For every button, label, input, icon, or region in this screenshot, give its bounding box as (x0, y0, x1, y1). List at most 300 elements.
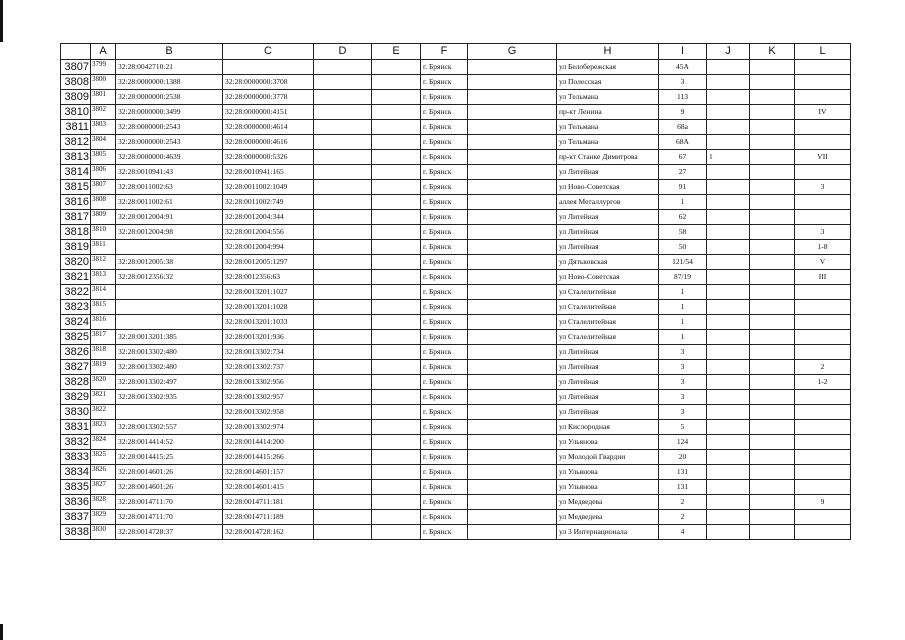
cell-b[interactable]: 32:28:0000000:4639 (116, 150, 223, 165)
cell-a[interactable]: 3800 (91, 75, 116, 90)
column-header-a[interactable]: A (91, 44, 116, 60)
row-number[interactable]: 3838 (61, 525, 91, 540)
cell-j[interactable] (707, 330, 750, 345)
cell-d[interactable] (314, 375, 372, 390)
cell-h[interactable]: ул Молодой Гвардии (557, 450, 659, 465)
cell-i[interactable]: 131 (659, 480, 707, 495)
cell-l[interactable] (795, 300, 851, 315)
cell-e[interactable] (372, 270, 421, 285)
cell-i[interactable]: 3 (659, 360, 707, 375)
cell-b[interactable]: 32:28:0013302:480 (116, 360, 223, 375)
column-header-k[interactable]: K (750, 44, 795, 60)
cell-g[interactable] (468, 330, 557, 345)
cell-h[interactable]: ул Литейная (557, 165, 659, 180)
cell-g[interactable] (468, 480, 557, 495)
cell-c[interactable]: 32:28:0013201:1028 (223, 300, 314, 315)
cell-a[interactable]: 3829 (91, 510, 116, 525)
cell-a[interactable]: 3825 (91, 450, 116, 465)
cell-l[interactable] (795, 330, 851, 345)
cell-c[interactable]: 32:28:0000000:4614 (223, 120, 314, 135)
cell-b[interactable]: 32:28:0014728:37 (116, 525, 223, 540)
cell-c[interactable]: 32:28:0010941:165 (223, 165, 314, 180)
cell-i[interactable]: 9 (659, 105, 707, 120)
cell-k[interactable] (750, 480, 795, 495)
cell-g[interactable] (468, 75, 557, 90)
cell-f[interactable]: г. Брянск (421, 255, 468, 270)
cell-c[interactable]: 32:28:0013302:957 (223, 390, 314, 405)
cell-l[interactable]: V (795, 255, 851, 270)
cell-d[interactable] (314, 315, 372, 330)
cell-d[interactable] (314, 345, 372, 360)
cell-i[interactable]: 121/54 (659, 255, 707, 270)
cell-l[interactable]: IV (795, 105, 851, 120)
cell-b[interactable]: 32:28:0014415:25 (116, 450, 223, 465)
cell-j[interactable] (707, 405, 750, 420)
cell-j[interactable] (707, 270, 750, 285)
row-number[interactable]: 3833 (61, 450, 91, 465)
cell-f[interactable]: г. Брянск (421, 105, 468, 120)
cell-a[interactable]: 3826 (91, 465, 116, 480)
cell-e[interactable] (372, 120, 421, 135)
cell-k[interactable] (750, 210, 795, 225)
cell-h[interactable]: ул Тельмана (557, 135, 659, 150)
row-number[interactable]: 3814 (61, 165, 91, 180)
cell-i[interactable]: 87/19 (659, 270, 707, 285)
cell-d[interactable] (314, 465, 372, 480)
cell-h[interactable]: ул Ульянова (557, 480, 659, 495)
cell-i[interactable]: 3 (659, 75, 707, 90)
cell-j[interactable] (707, 450, 750, 465)
cell-h[interactable]: ул Литейная (557, 390, 659, 405)
cell-b[interactable]: 32:28:0011002:63 (116, 180, 223, 195)
cell-g[interactable] (468, 240, 557, 255)
cell-c[interactable]: 32:28:0013302:737 (223, 360, 314, 375)
cell-l[interactable] (795, 135, 851, 150)
cell-c[interactable]: 32:28:0014601:157 (223, 465, 314, 480)
cell-h[interactable]: ул Литейная (557, 225, 659, 240)
cell-c[interactable]: 32:28:0000000:3708 (223, 75, 314, 90)
cell-f[interactable]: г. Брянск (421, 300, 468, 315)
cell-a[interactable]: 3815 (91, 300, 116, 315)
cell-d[interactable] (314, 165, 372, 180)
cell-f[interactable]: г. Брянск (421, 180, 468, 195)
cell-a[interactable]: 3802 (91, 105, 116, 120)
cell-g[interactable] (468, 390, 557, 405)
cell-d[interactable] (314, 435, 372, 450)
cell-l[interactable] (795, 210, 851, 225)
cell-e[interactable] (372, 105, 421, 120)
cell-j[interactable] (707, 75, 750, 90)
cell-c[interactable]: 32:28:0011002:1049 (223, 180, 314, 195)
cell-k[interactable] (750, 105, 795, 120)
cell-b[interactable]: 32:28:0000000:3499 (116, 105, 223, 120)
cell-c[interactable]: 32:28:0012356:63 (223, 270, 314, 285)
cell-c[interactable]: 32:28:0012004:556 (223, 225, 314, 240)
cell-a[interactable]: 3820 (91, 375, 116, 390)
column-header-j[interactable]: J (707, 44, 750, 60)
cell-g[interactable] (468, 180, 557, 195)
cell-h[interactable]: ул Тельмана (557, 120, 659, 135)
cell-h[interactable]: пр-кт Станке Димитрова (557, 150, 659, 165)
cell-k[interactable] (750, 345, 795, 360)
cell-d[interactable] (314, 60, 372, 75)
row-number[interactable]: 3812 (61, 135, 91, 150)
cell-i[interactable]: 1 (659, 195, 707, 210)
cell-a[interactable]: 3811 (91, 240, 116, 255)
cell-g[interactable] (468, 150, 557, 165)
cell-c[interactable]: 32:28:0012004:994 (223, 240, 314, 255)
cell-c[interactable]: 32:28:0012004:344 (223, 210, 314, 225)
cell-a[interactable]: 3812 (91, 255, 116, 270)
cell-j[interactable] (707, 180, 750, 195)
cell-a[interactable]: 3813 (91, 270, 116, 285)
cell-l[interactable] (795, 390, 851, 405)
cell-c[interactable]: 32:28:0000000:4151 (223, 105, 314, 120)
cell-f[interactable]: г. Брянск (421, 420, 468, 435)
cell-i[interactable]: 68А (659, 135, 707, 150)
row-number[interactable]: 3837 (61, 510, 91, 525)
cell-a[interactable]: 3799 (91, 60, 116, 75)
cell-a[interactable]: 3824 (91, 435, 116, 450)
cell-k[interactable] (750, 150, 795, 165)
column-header-e[interactable]: E (372, 44, 421, 60)
cell-f[interactable]: г. Брянск (421, 150, 468, 165)
cell-j[interactable] (707, 480, 750, 495)
cell-f[interactable]: г. Брянск (421, 165, 468, 180)
cell-k[interactable] (750, 165, 795, 180)
cell-j[interactable] (707, 465, 750, 480)
cell-c[interactable]: 32:28:0014711:181 (223, 495, 314, 510)
cell-e[interactable] (372, 150, 421, 165)
cell-g[interactable] (468, 405, 557, 420)
cell-f[interactable]: г. Брянск (421, 210, 468, 225)
cell-k[interactable] (750, 495, 795, 510)
cell-g[interactable] (468, 270, 557, 285)
cell-k[interactable] (750, 375, 795, 390)
cell-j[interactable] (707, 90, 750, 105)
cell-j[interactable] (707, 120, 750, 135)
cell-b[interactable]: 32:28:0013302:497 (116, 375, 223, 390)
cell-h[interactable]: ул Сталелитейная (557, 285, 659, 300)
cell-i[interactable]: 131 (659, 465, 707, 480)
cell-h[interactable]: ул Ново-Советская (557, 270, 659, 285)
cell-j[interactable]: 1 (707, 150, 750, 165)
row-number[interactable]: 3835 (61, 480, 91, 495)
cell-h[interactable]: пр-кт Ленина (557, 105, 659, 120)
cell-j[interactable] (707, 165, 750, 180)
cell-j[interactable] (707, 240, 750, 255)
cell-a[interactable]: 3828 (91, 495, 116, 510)
cell-i[interactable]: 3 (659, 345, 707, 360)
cell-d[interactable] (314, 330, 372, 345)
cell-i[interactable]: 50 (659, 240, 707, 255)
cell-i[interactable]: 45А (659, 60, 707, 75)
cell-i[interactable]: 1 (659, 285, 707, 300)
cell-b[interactable]: 32:28:0013302:935 (116, 390, 223, 405)
cell-b[interactable] (116, 405, 223, 420)
cell-l[interactable] (795, 60, 851, 75)
cell-c[interactable]: 32:28:0012005:1297 (223, 255, 314, 270)
cell-l[interactable]: 3 (795, 180, 851, 195)
cell-c[interactable]: 32:28:0000000:4616 (223, 135, 314, 150)
cell-j[interactable] (707, 225, 750, 240)
cell-j[interactable] (707, 60, 750, 75)
cell-j[interactable] (707, 345, 750, 360)
cell-a[interactable]: 3817 (91, 330, 116, 345)
cell-e[interactable] (372, 495, 421, 510)
cell-a[interactable]: 3823 (91, 420, 116, 435)
cell-a[interactable]: 3821 (91, 390, 116, 405)
cell-j[interactable] (707, 360, 750, 375)
cell-e[interactable] (372, 285, 421, 300)
cell-i[interactable]: 124 (659, 435, 707, 450)
cell-k[interactable] (750, 420, 795, 435)
cell-h[interactable]: ул Литейная (557, 375, 659, 390)
cell-a[interactable]: 3806 (91, 165, 116, 180)
cell-k[interactable] (750, 330, 795, 345)
column-header-d[interactable]: D (314, 44, 372, 60)
cell-j[interactable] (707, 210, 750, 225)
cell-d[interactable] (314, 270, 372, 285)
cell-e[interactable] (372, 210, 421, 225)
cell-e[interactable] (372, 345, 421, 360)
cell-g[interactable] (468, 165, 557, 180)
row-number[interactable]: 3829 (61, 390, 91, 405)
cell-e[interactable] (372, 330, 421, 345)
cell-c[interactable]: 32:28:0000000:3778 (223, 90, 314, 105)
cell-h[interactable]: ул Ульянова (557, 435, 659, 450)
cell-d[interactable] (314, 420, 372, 435)
cell-e[interactable] (372, 315, 421, 330)
cell-e[interactable] (372, 435, 421, 450)
cell-a[interactable]: 3818 (91, 345, 116, 360)
cell-i[interactable]: 2 (659, 495, 707, 510)
cell-g[interactable] (468, 225, 557, 240)
row-number[interactable]: 3813 (61, 150, 91, 165)
cell-i[interactable]: 3 (659, 390, 707, 405)
cell-e[interactable] (372, 135, 421, 150)
cell-f[interactable]: г. Брянск (421, 195, 468, 210)
cell-g[interactable] (468, 495, 557, 510)
cell-a[interactable]: 3830 (91, 525, 116, 540)
cell-f[interactable]: г. Брянск (421, 135, 468, 150)
cell-k[interactable] (750, 510, 795, 525)
row-number[interactable]: 3811 (61, 120, 91, 135)
cell-l[interactable] (795, 195, 851, 210)
cell-h[interactable]: ул Литейная (557, 240, 659, 255)
cell-l[interactable] (795, 435, 851, 450)
row-number[interactable]: 3830 (61, 405, 91, 420)
cell-b[interactable]: 32:28:0014711:70 (116, 495, 223, 510)
cell-k[interactable] (750, 300, 795, 315)
row-number[interactable]: 3832 (61, 435, 91, 450)
cell-f[interactable]: г. Брянск (421, 465, 468, 480)
row-number[interactable]: 3836 (61, 495, 91, 510)
cell-c[interactable]: 32:28:0014711:189 (223, 510, 314, 525)
cell-g[interactable] (468, 465, 557, 480)
cell-i[interactable]: 68а (659, 120, 707, 135)
cell-h[interactable]: ул Ново-Советская (557, 180, 659, 195)
cell-e[interactable] (372, 60, 421, 75)
cell-g[interactable] (468, 345, 557, 360)
cell-i[interactable]: 3 (659, 375, 707, 390)
cell-d[interactable] (314, 75, 372, 90)
cell-b[interactable]: 32:28:0013302:557 (116, 420, 223, 435)
cell-k[interactable] (750, 120, 795, 135)
cell-d[interactable] (314, 450, 372, 465)
cell-h[interactable]: ул Полесская (557, 75, 659, 90)
cell-e[interactable] (372, 195, 421, 210)
cell-f[interactable]: г. Брянск (421, 525, 468, 540)
cell-e[interactable] (372, 420, 421, 435)
cell-b[interactable] (116, 300, 223, 315)
cell-h[interactable]: ул 3 Интернационала (557, 525, 659, 540)
cell-a[interactable]: 3827 (91, 480, 116, 495)
cell-a[interactable]: 3804 (91, 135, 116, 150)
cell-b[interactable]: 32:28:0014711:70 (116, 510, 223, 525)
cell-g[interactable] (468, 135, 557, 150)
cell-g[interactable] (468, 435, 557, 450)
cell-f[interactable]: г. Брянск (421, 495, 468, 510)
cell-b[interactable]: 32:28:0011002:61 (116, 195, 223, 210)
cell-k[interactable] (750, 405, 795, 420)
cell-e[interactable] (372, 240, 421, 255)
cell-d[interactable] (314, 285, 372, 300)
cell-j[interactable] (707, 435, 750, 450)
column-header-l[interactable]: L (795, 44, 851, 60)
cell-l[interactable] (795, 480, 851, 495)
cell-f[interactable]: г. Брянск (421, 435, 468, 450)
cell-d[interactable] (314, 240, 372, 255)
cell-k[interactable] (750, 180, 795, 195)
cell-l[interactable] (795, 510, 851, 525)
cell-i[interactable]: 3 (659, 405, 707, 420)
cell-f[interactable]: г. Брянск (421, 450, 468, 465)
cell-b[interactable]: 32:28:0000000:2543 (116, 120, 223, 135)
cell-a[interactable]: 3801 (91, 90, 116, 105)
cell-b[interactable]: 32:28:0013302:480 (116, 345, 223, 360)
cell-b[interactable]: 32:28:0013201:385 (116, 330, 223, 345)
cell-l[interactable] (795, 465, 851, 480)
cell-c[interactable]: 32:28:0013302:974 (223, 420, 314, 435)
cell-e[interactable] (372, 375, 421, 390)
cell-b[interactable]: 32:28:0042710:21 (116, 60, 223, 75)
cell-f[interactable]: г. Брянск (421, 345, 468, 360)
cell-l[interactable]: 9 (795, 495, 851, 510)
cell-g[interactable] (468, 300, 557, 315)
row-number[interactable]: 3818 (61, 225, 91, 240)
cell-f[interactable]: г. Брянск (421, 315, 468, 330)
cell-c[interactable]: 32:28:0013302:956 (223, 375, 314, 390)
cell-d[interactable] (314, 495, 372, 510)
cell-c[interactable]: 32:28:0014601:415 (223, 480, 314, 495)
cell-k[interactable] (750, 435, 795, 450)
cell-j[interactable] (707, 255, 750, 270)
cell-k[interactable] (750, 285, 795, 300)
cell-h[interactable]: ул Литейная (557, 345, 659, 360)
cell-k[interactable] (750, 525, 795, 540)
cell-k[interactable] (750, 315, 795, 330)
cell-d[interactable] (314, 210, 372, 225)
column-header-b[interactable]: B (116, 44, 223, 60)
cell-g[interactable] (468, 450, 557, 465)
row-number[interactable]: 3817 (61, 210, 91, 225)
cell-e[interactable] (372, 405, 421, 420)
cell-d[interactable] (314, 300, 372, 315)
cell-c[interactable]: 32:28:0014415:266 (223, 450, 314, 465)
cell-e[interactable] (372, 90, 421, 105)
row-number[interactable]: 3807 (61, 60, 91, 75)
cell-e[interactable] (372, 75, 421, 90)
cell-l[interactable]: VII (795, 150, 851, 165)
cell-b[interactable]: 32:28:0000000:1388 (116, 75, 223, 90)
cell-h[interactable]: ул Литейная (557, 210, 659, 225)
cell-e[interactable] (372, 360, 421, 375)
cell-g[interactable] (468, 60, 557, 75)
cell-b[interactable] (116, 315, 223, 330)
cell-g[interactable] (468, 105, 557, 120)
cell-d[interactable] (314, 90, 372, 105)
cell-d[interactable] (314, 405, 372, 420)
cell-b[interactable] (116, 285, 223, 300)
cell-k[interactable] (750, 465, 795, 480)
cell-b[interactable]: 32:28:0000000:2543 (116, 135, 223, 150)
cell-d[interactable] (314, 225, 372, 240)
cell-e[interactable] (372, 465, 421, 480)
cell-j[interactable] (707, 525, 750, 540)
cell-k[interactable] (750, 270, 795, 285)
cell-g[interactable] (468, 210, 557, 225)
cell-e[interactable] (372, 510, 421, 525)
cell-c[interactable]: 32:28:0013201:936 (223, 330, 314, 345)
row-number[interactable]: 3816 (61, 195, 91, 210)
cell-l[interactable] (795, 420, 851, 435)
cell-i[interactable]: 58 (659, 225, 707, 240)
cell-b[interactable]: 32:28:0012004:98 (116, 225, 223, 240)
cell-d[interactable] (314, 255, 372, 270)
cell-l[interactable]: 3 (795, 225, 851, 240)
cell-c[interactable]: 32:28:0000000:5326 (223, 150, 314, 165)
cell-g[interactable] (468, 285, 557, 300)
row-number[interactable]: 3820 (61, 255, 91, 270)
cell-k[interactable] (750, 135, 795, 150)
cell-f[interactable]: г. Брянск (421, 330, 468, 345)
cell-c[interactable]: 32:28:0013201:1033 (223, 315, 314, 330)
cell-b[interactable]: 32:28:0014414:52 (116, 435, 223, 450)
cell-f[interactable]: г. Брянск (421, 240, 468, 255)
cell-g[interactable] (468, 315, 557, 330)
column-header-c[interactable]: C (223, 44, 314, 60)
cell-g[interactable] (468, 195, 557, 210)
cell-g[interactable] (468, 90, 557, 105)
row-number[interactable]: 3821 (61, 270, 91, 285)
cell-c[interactable]: 32:28:0013201:1027 (223, 285, 314, 300)
cell-l[interactable] (795, 165, 851, 180)
cell-d[interactable] (314, 135, 372, 150)
cell-c[interactable] (223, 60, 314, 75)
cell-i[interactable]: 4 (659, 525, 707, 540)
cell-b[interactable]: 32:28:0012356:32 (116, 270, 223, 285)
cell-b[interactable]: 32:28:0010941:43 (116, 165, 223, 180)
cell-f[interactable]: г. Брянск (421, 375, 468, 390)
cell-k[interactable] (750, 360, 795, 375)
cell-a[interactable]: 3808 (91, 195, 116, 210)
cell-h[interactable]: ул Ульянова (557, 465, 659, 480)
cell-f[interactable]: г. Брянск (421, 60, 468, 75)
cell-b[interactable]: 32:28:0012005:38 (116, 255, 223, 270)
cell-e[interactable] (372, 450, 421, 465)
cell-e[interactable] (372, 300, 421, 315)
